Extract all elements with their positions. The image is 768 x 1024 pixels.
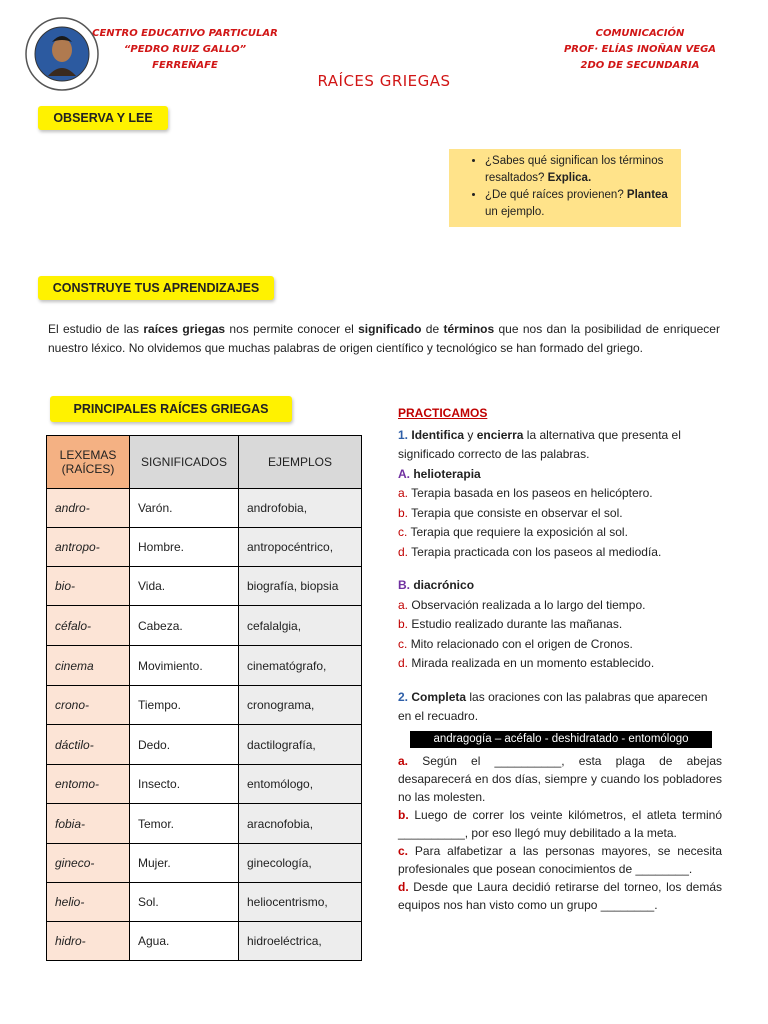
ejemplo-cell: dactilografía, <box>239 725 362 765</box>
ejemplo-cell: biografía, biopsia <box>239 567 362 606</box>
course-line-1: COMUNICACIÓN <box>595 28 685 39</box>
roots-label: PRINCIPALES RAÍCES GRIEGAS <box>50 396 292 422</box>
sentence-item: b. Luego de correr los veinte kilómetros, el atleta terminó __________, por eso llegó muy debilitado a la meta. <box>398 807 722 840</box>
word-box: andragogía – acéfalo - deshidratado - entomólogo <box>410 731 712 748</box>
significado-cell: Movimiento. <box>130 646 239 686</box>
practice-q1: 1. Identifica y encierra la alternativa que presenta el significado correcto de las palabras. <box>398 427 681 461</box>
intro-paragraph: El estudio de las raíces griegas nos permite conocer el significado de términos que nos dan la posibilidad de enriquecer nuestro léxico. No olvidemos que muchas palabras de origen científico y tecnológico se han formado del griego. <box>48 322 720 355</box>
table-row <box>47 804 362 844</box>
table-row <box>47 922 362 961</box>
question-2: • ¿De qué raíces provienen? Plantea un ejemplo. <box>485 187 681 221</box>
significado-cell: Dedo. <box>130 725 239 765</box>
lexema-cell: antropo- <box>47 528 130 567</box>
significado-cell: Varón. <box>130 489 239 528</box>
header-significados: SIGNIFICADOS <box>130 436 239 489</box>
lexema-cell: fobia- <box>47 804 130 844</box>
ejemplo-cell: cinematógrafo, <box>239 646 362 686</box>
option-item[interactable]: a. Observación realizada a lo largo del tiempo. <box>398 597 646 612</box>
option-item[interactable]: b. Estudio realizado durante las mañanas. <box>398 617 623 631</box>
ejemplo-cell: entomólogo, <box>239 765 362 804</box>
lexema-cell: entomo- <box>47 765 130 804</box>
lexema-cell: andro- <box>47 489 130 528</box>
significado-cell: Mujer. <box>130 844 239 883</box>
table-row <box>47 646 362 686</box>
table-row <box>47 883 362 922</box>
ejemplo-cell: antropocéntrico, <box>239 528 362 567</box>
table-row <box>47 765 362 804</box>
ejemplo-cell: aracnofobia, <box>239 804 362 844</box>
significado-cell: Cabeza. <box>130 606 239 646</box>
table-row <box>47 489 362 528</box>
table-row <box>47 606 362 646</box>
school-line-3: FERREÑAFE <box>152 60 218 71</box>
word-b-heading: B. diacrónico <box>398 578 475 592</box>
page-title: RAÍCES GRIEGAS <box>317 72 451 90</box>
school-line-2: “PEDRO RUIZ GALLO” <box>123 44 247 55</box>
ejemplo-cell: cefalalgia, <box>239 606 362 646</box>
significado-cell: Hombre. <box>130 528 239 567</box>
lexema-cell: dáctilo- <box>47 725 130 765</box>
course-line-2: PROF· ELÍAS INOÑAN VEGA <box>563 44 717 55</box>
table-row <box>47 725 362 765</box>
option-item[interactable]: b. Terapia que consiste en observar el sol. <box>398 505 623 520</box>
header-ejemplos: EJEMPLOS <box>239 436 362 489</box>
roots-table <box>46 435 362 961</box>
question-box <box>449 149 681 227</box>
sentence-item: a. Según el __________, esta plaga de abejas desaparecerá en dos días, siempre y cuando los pobladores no las molesten. <box>398 753 722 804</box>
school-line-1: CENTRO EDUCATIVO PARTICULAR <box>92 28 278 39</box>
lexema-cell: crono- <box>47 686 130 725</box>
ejemplo-cell: ginecología, <box>239 844 362 883</box>
build-label: CONSTRUYE TUS APRENDIZAJES <box>38 276 274 300</box>
table-row <box>47 567 362 606</box>
practice-section <box>398 404 722 914</box>
option-item[interactable]: d. Mirada realizada en un momento establecido. <box>398 656 655 670</box>
lexema-cell: cinema <box>47 646 130 686</box>
lexema-cell: helio- <box>47 883 130 922</box>
header-lexemas: LEXEMAS (RAÍCES) <box>47 436 130 489</box>
option-item[interactable]: c. Mito relacionado con el origen de Cronos. <box>398 636 633 651</box>
school-header <box>70 26 300 74</box>
significado-cell: Sol. <box>130 883 239 922</box>
practice-title: PRACTICAMOS <box>398 406 488 420</box>
table-header-row <box>47 436 362 489</box>
lexema-cell: hidro- <box>47 922 130 961</box>
lexema-cell: gineco- <box>47 844 130 883</box>
significado-cell: Insecto. <box>130 765 239 804</box>
observe-label: OBSERVA Y LEE <box>38 106 168 130</box>
table-row <box>47 528 362 567</box>
word-a-heading: A. helioterapia <box>398 466 481 481</box>
option-item[interactable]: d. Terapia practicada con los paseos al mediodía. <box>398 544 662 559</box>
significado-cell: Tiempo. <box>130 686 239 725</box>
practice-q2: 2. Completa las oraciones con las palabras que aparecen en el recuadro. <box>398 689 708 723</box>
ejemplo-cell: cronograma, <box>239 686 362 725</box>
ejemplo-cell: heliocentrismo, <box>239 883 362 922</box>
course-header <box>520 26 760 74</box>
option-item[interactable]: a. Terapia basada en los paseos en helicóptero. <box>398 486 653 500</box>
table-row <box>47 686 362 725</box>
course-line-3: 2DO DE SECUNDARIA <box>580 60 700 71</box>
significado-cell: Vida. <box>130 567 239 606</box>
lexema-cell: bio- <box>47 567 130 606</box>
question-1: • ¿Sabes qué significan los términos resaltados? Explica. <box>485 153 681 187</box>
lexema-cell: céfalo- <box>47 606 130 646</box>
table-row <box>47 844 362 883</box>
significado-cell: Temor. <box>130 804 239 844</box>
ejemplo-cell: hidroeléctrica, <box>239 922 362 961</box>
ejemplo-cell: androfobia, <box>239 489 362 528</box>
significado-cell: Agua. <box>130 922 239 961</box>
option-item[interactable]: c. Terapia que requiere la exposición al sol. <box>398 525 628 539</box>
sentence-item: c. Para alfabetizar a las personas mayores, se necesita profesionales que posean conocimientos de ________. <box>398 843 722 876</box>
sentence-item: d. Desde que Laura decidió retirarse del torneo, los demás equipos nos han visto como un grupo ________. <box>398 879 722 912</box>
